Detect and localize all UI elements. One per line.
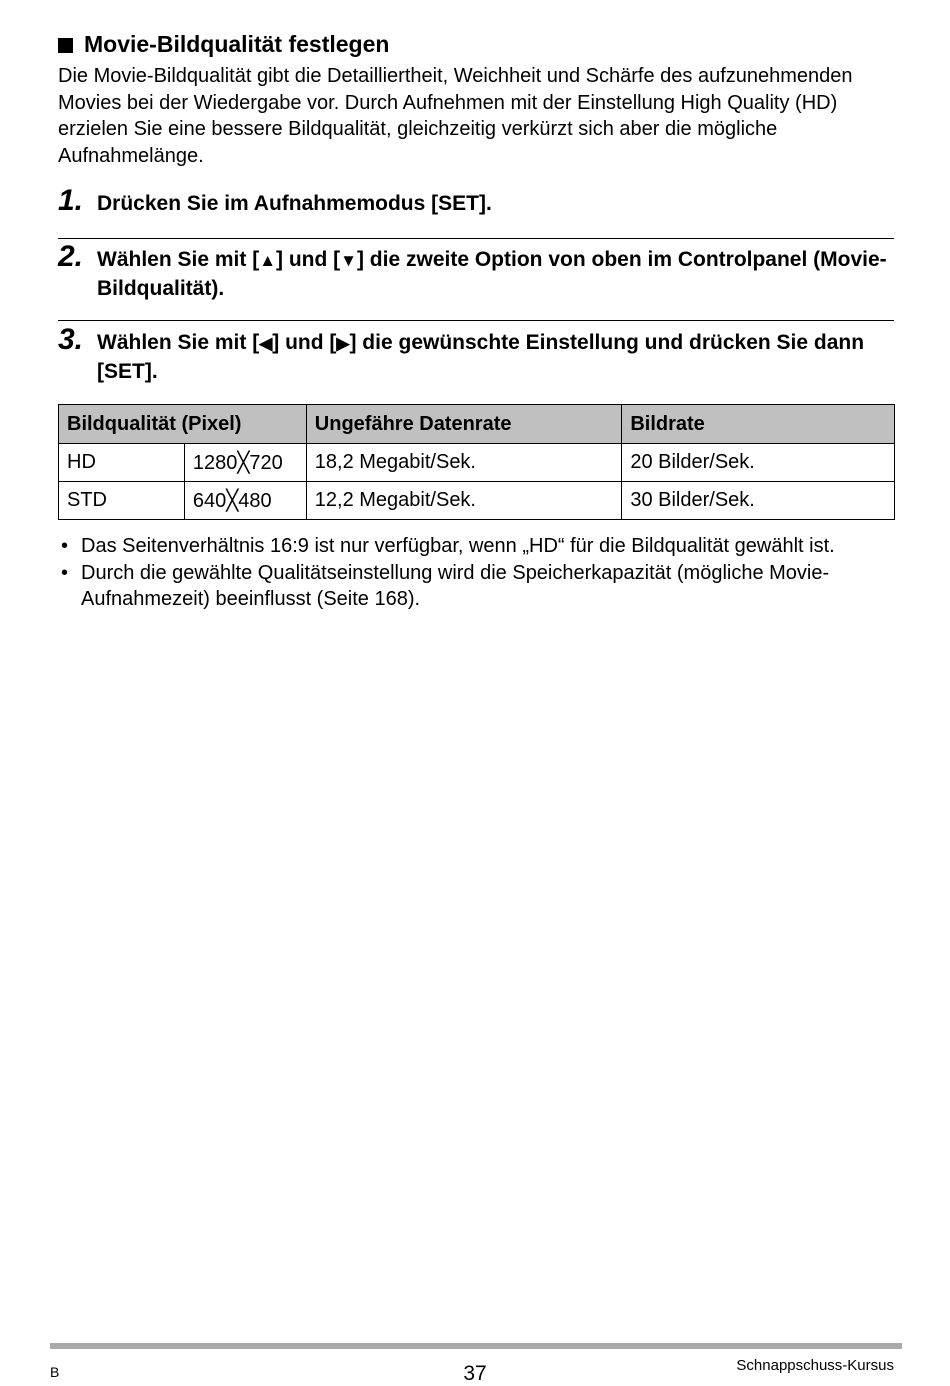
right-arrow-icon: ▶ [336, 334, 350, 353]
step-number: 1. [58, 184, 84, 217]
bullet-icon: • [61, 561, 69, 584]
step-text [97, 246, 894, 303]
table-row [59, 444, 895, 482]
down-arrow-icon: ▼ [340, 251, 357, 270]
step-text: Drücken Sie im Aufnahmemodus [SET]. [97, 192, 492, 215]
step-text [97, 329, 894, 386]
bullet-icon: • [61, 535, 69, 557]
step-text-part: ] und [ [272, 331, 337, 354]
cell-pixels: 1280╳720 [184, 444, 306, 482]
quality-table [58, 404, 895, 520]
step-text-part: ] und [ [276, 248, 341, 271]
list-item [58, 533, 898, 560]
cell-framerate: 30 Bilder/Sek. [622, 482, 895, 520]
cell-datarate: 12,2 Megabit/Sek. [306, 482, 622, 520]
up-arrow-icon: ▲ [259, 251, 277, 270]
list-item [58, 560, 898, 613]
step-number: 2. [58, 240, 84, 273]
cell-quality: STD [59, 482, 185, 520]
cell-quality: HD [59, 444, 185, 482]
note-text: Das Seitenverhältnis 16:9 ist nur verfügbar, wenn „HD“ für die Bildqualität gewählt ist. [81, 535, 835, 557]
step-text-part: ] die zweite Option von oben im Controlpanel (Movie-Bildqualität). [97, 248, 887, 300]
footer-rule [50, 1343, 902, 1349]
step-text-part: ] die gewünschte Einstellung und drücken Sie dann [SET]. [97, 331, 865, 383]
cell-pixels: 640╳480 [184, 482, 306, 520]
table-row [59, 482, 895, 520]
step-text-part: Wählen Sie mit [ [97, 331, 260, 354]
page-number: 37 [463, 1362, 487, 1385]
step-3 [58, 323, 894, 386]
cell-datarate: 18,2 Megabit/Sek. [306, 444, 622, 482]
table-header-row [59, 405, 895, 444]
footer-chapter-title: Schnappschuss-Kursus [736, 1357, 894, 1374]
divider [58, 238, 894, 239]
cell-framerate: 20 Bilder/Sek. [622, 444, 895, 482]
step-2 [58, 240, 894, 303]
section-title: Movie-Bildqualität festlegen [84, 31, 390, 57]
notes-list [58, 533, 898, 613]
left-arrow-icon: ◀ [259, 334, 273, 353]
header-quality: Bildqualität (Pixel) [59, 405, 307, 444]
step-1 [58, 184, 894, 218]
step-number: 3. [58, 323, 84, 356]
header-framerate: Bildrate [622, 405, 895, 444]
footer-language-code: B [50, 1364, 60, 1380]
step-text-part: Wählen Sie mit [ [97, 248, 260, 271]
divider [58, 320, 894, 321]
square-bullet-icon [58, 38, 73, 53]
note-text: Durch die gewählte Qualitätseinstellung wird die Speicherkapazität (mögliche Movie-Aufnahmezeit) beeinflusst (Seite 168). [81, 561, 830, 611]
header-datarate: Ungefähre Datenrate [306, 405, 622, 444]
intro-paragraph: Die Movie-Bildqualität gibt die Detailliertheit, Weichheit und Schärfe des aufzunehmenden Movies bei der Wiedergabe vor. Durch Aufnehmen mit der Einstellung High Quality (HD) erzielen Sie eine bessere Bildqualität, gleichzeitig verkürzt sich aber die mögliche Aufnahmelänge. [58, 65, 853, 168]
section-heading [58, 30, 389, 58]
